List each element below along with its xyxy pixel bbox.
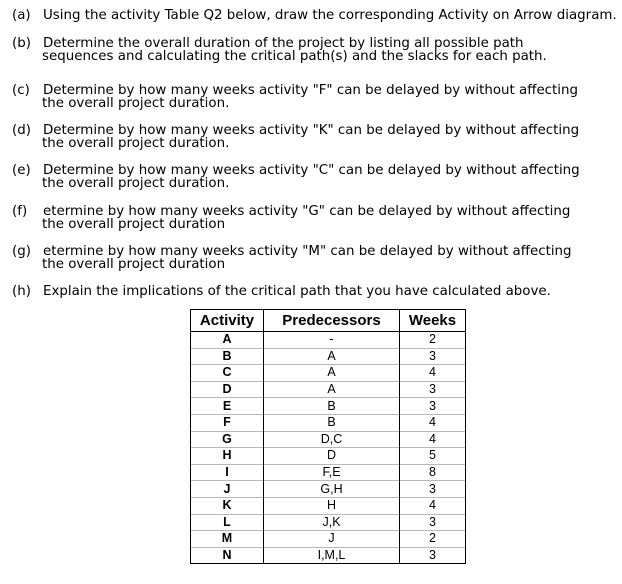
- table-row: [191, 464, 466, 481]
- question-text: Using the activity Table Q2 below, draw the corresponding Activity on Arrow diagram.: [43, 8, 617, 23]
- question-text-continued: the overall project duration.: [42, 96, 230, 111]
- activity-cell: H: [191, 448, 264, 465]
- table-header-row: [191, 310, 466, 332]
- predecessors-cell: A: [264, 365, 400, 382]
- question-text-continued: the overall project duration.: [42, 176, 230, 191]
- question-label: (d): [12, 123, 31, 138]
- weeks-cell: 3: [400, 547, 466, 564]
- activity-cell: E: [191, 398, 264, 415]
- activity-table: [190, 309, 466, 564]
- question-label: (b): [12, 36, 31, 51]
- weeks-cell: 3: [400, 381, 466, 398]
- question-b: [12, 37, 547, 63]
- question-a: [12, 9, 617, 22]
- activity-cell: J: [191, 481, 264, 498]
- activity-cell: N: [191, 547, 264, 564]
- question-label: (h): [12, 284, 31, 299]
- predecessors-cell: B: [264, 414, 400, 431]
- activity-cell: G: [191, 431, 264, 448]
- question-h: [12, 285, 551, 298]
- predecessors-cell: -: [264, 332, 400, 349]
- question-label: (a): [12, 8, 31, 23]
- table-row: [191, 332, 466, 349]
- predecessors-cell: A: [264, 381, 400, 398]
- activity-cell: L: [191, 514, 264, 531]
- weeks-cell: 4: [400, 414, 466, 431]
- question-text: Explain the implications of the critical path that you have calculated above.: [43, 284, 551, 299]
- table-row: [191, 398, 466, 415]
- predecessors-cell: J: [264, 531, 400, 548]
- question-label: (c): [12, 83, 30, 98]
- table-row: [191, 497, 466, 514]
- weeks-cell: 4: [400, 365, 466, 382]
- header-weeks: Weeks: [400, 310, 466, 332]
- predecessors-cell: B: [264, 398, 400, 415]
- weeks-cell: 3: [400, 481, 466, 498]
- question-text: etermine by how many weeks activity "M" can be delayed by without affecting: [43, 244, 572, 259]
- predecessors-cell: G,H: [264, 481, 400, 498]
- question-c: [12, 84, 578, 110]
- question-f: [12, 205, 570, 231]
- predecessors-cell: I,M,L: [264, 547, 400, 564]
- activity-cell: F: [191, 414, 264, 431]
- question-text: Determine the overall duration of the project by listing all possible path: [43, 36, 524, 51]
- header-predecessors: Predecessors: [264, 310, 400, 332]
- weeks-cell: 8: [400, 464, 466, 481]
- question-text-continued: sequences and calculating the critical path(s) and the slacks for each path.: [42, 49, 547, 64]
- predecessors-cell: A: [264, 348, 400, 365]
- weeks-cell: 3: [400, 514, 466, 531]
- activity-cell: D: [191, 381, 264, 398]
- question-d: [12, 124, 579, 150]
- weeks-cell: 3: [400, 398, 466, 415]
- predecessors-cell: D: [264, 448, 400, 465]
- question-text: Determine by how many weeks activity "F" can be delayed by without affecting: [43, 83, 579, 98]
- activity-cell: A: [191, 332, 264, 349]
- header-activity: Activity: [191, 310, 264, 332]
- question-label: (f): [12, 204, 28, 219]
- weeks-cell: 3: [400, 348, 466, 365]
- weeks-cell: 2: [400, 531, 466, 548]
- table-row: [191, 514, 466, 531]
- table-row: [191, 531, 466, 548]
- question-label: (e): [12, 163, 31, 178]
- table-row: [191, 381, 466, 398]
- weeks-cell: 4: [400, 431, 466, 448]
- weeks-cell: 4: [400, 497, 466, 514]
- question-text: Determine by how many weeks activity "C" can be delayed by without affecting: [43, 163, 580, 178]
- table-row: [191, 431, 466, 448]
- activity-cell: K: [191, 497, 264, 514]
- question-e: [12, 164, 580, 190]
- table-row: [191, 547, 466, 564]
- predecessors-cell: H: [264, 497, 400, 514]
- question-text-continued: the overall project duration: [42, 257, 226, 272]
- table-row: [191, 365, 466, 382]
- activity-cell: M: [191, 531, 264, 548]
- activity-cell: I: [191, 464, 264, 481]
- table-row: [191, 414, 466, 431]
- activity-cell: B: [191, 348, 264, 365]
- weeks-cell: 5: [400, 448, 466, 465]
- question-text: Determine by how many weeks activity "K" can be delayed by without affecting: [43, 123, 580, 138]
- question-label: (g): [12, 244, 31, 259]
- question-text-continued: the overall project duration.: [42, 136, 230, 151]
- table-row: [191, 448, 466, 465]
- question-text: etermine by how many weeks activity "G" can be delayed by without affecting: [43, 204, 571, 219]
- weeks-cell: 2: [400, 332, 466, 349]
- predecessors-cell: F,E: [264, 464, 400, 481]
- predecessors-cell: J,K: [264, 514, 400, 531]
- question-g: [12, 245, 572, 271]
- table-row: [191, 481, 466, 498]
- predecessors-cell: D,C: [264, 431, 400, 448]
- activity-cell: C: [191, 365, 264, 382]
- question-text-continued: the overall project duration: [42, 217, 226, 232]
- table-row: [191, 348, 466, 365]
